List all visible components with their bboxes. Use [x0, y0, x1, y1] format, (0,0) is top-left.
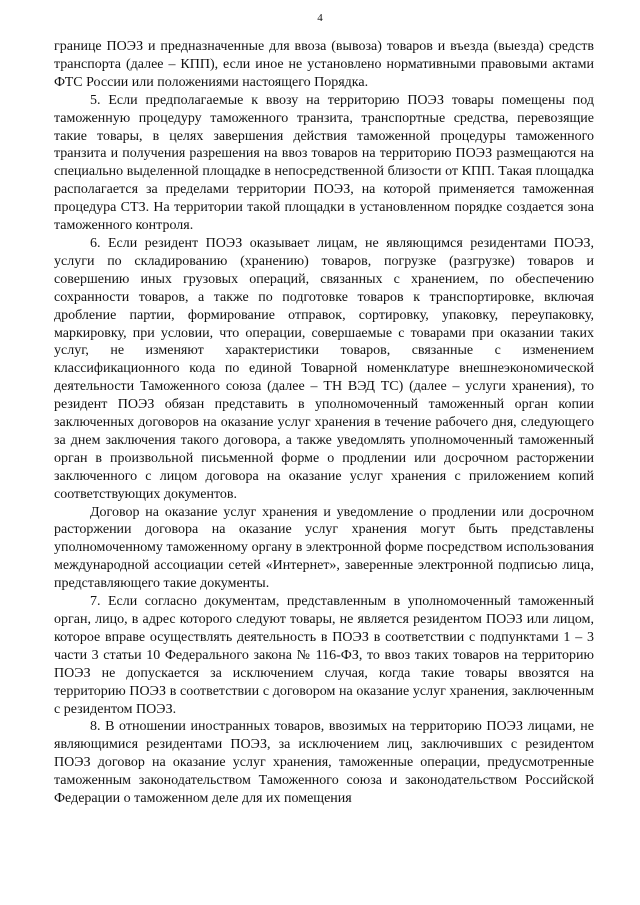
paragraph-item-5: 5. Если предполагаемые к ввозу на территорию ПОЭЗ товары помещены под таможенную процедуру таможенного транзита, транспортные средства, перевозящие такие товары, в целях завершения действия таможенной процедуры таможенного транзита и получения разрешения на ввоз товаров на территорию ПОЭЗ размещаются на специально выделенной площадке в непосредственной близости от КПП. Такая площадка располагается за пределами территории ПОЭЗ, на которой применяется таможенная процедура СТЗ. На территории такой площадки в установленном порядке создается зона таможенного контроля.	[54, 92, 594, 234]
paragraph-item-8: 8. В отношении иностранных товаров, ввозимых на территорию ПОЭЗ лицами, не являющимися резидентами ПОЭЗ, за исключением лиц, заключивших с резидентом ПОЭЗ договор на оказание услуг хранения, таможенные операции, предусмотренные таможенным законодательством Таможенного союза и законодательством Российской Федерации о таможенном деле для их помещения	[54, 719, 594, 807]
paragraph-item-6: 6. Если резидент ПОЭЗ оказывает лицам, не являющимся резидентами ПОЭЗ, услуги по складированию (хранению) товаров, погрузке (разгрузке) товаров и совершению иных грузовых операций, связанных с хранением, по обеспечению сохранности товаров, а также по подготовке товаров к транспортировке, включая дробление партии, формирование отправок, сортировку, упаковку, переупаковку, маркировку, при условии, что операции, совершаемые с товарами при оказании таких услуг, не изменяют характеристики товаров, связанные с изменением классификационного кода по единой Товарной номенклатуре внешнеэкономической деятельности Таможенного союза (далее – ТН ВЭД ТС) (далее – услуги хранения), то резидент ПОЭЗ обязан представить в уполномоченный таможенный орган копии заключенных договоров на оказание услуг хранения в течение рабочего дня, следующего за днем заключения такого договора, а также уведомлять уполномоченный таможенный орган в произвольной письменной форме о продлении или досрочном расторжении заключенного с лицом договора на оказание услуг хранения с приложением копий соответствующих документов.	[54, 235, 594, 502]
document-body	[54, 38, 594, 808]
paragraph-item-6-contract: Договор на оказание услуг хранения и уведомление о продлении или досрочном расторжении договора на оказание услуг хранения могут быть представлены уполномоченному таможенному органу в электронной форме посредством использования международной ассоциации сетей «Интернет», заверенные электронной подписью лица, представляющего такие документы.	[54, 504, 594, 592]
paragraph-item-7: 7. Если согласно документам, представленным в уполномоченный таможенный орган, лицо, в адрес которого следуют товары, не является резидентом ПОЭЗ или лицом, которое вправе осуществлять деятельность в ПОЭЗ в соответствии с подпунктами 1 – 3 части 3 статьи 10 Федерального закона № 116-ФЗ, то ввоз таких товаров на территорию ПОЭЗ не допускается за исключением случая, когда такие товары ввозятся на территорию ПОЭЗ в соответствии с договором на оказание услуг хранения, заключенным с резидентом ПОЭЗ.	[54, 594, 594, 717]
page-number: 4	[317, 12, 323, 24]
paragraph-continuation: границе ПОЭЗ и предназначенные для ввоза (вывоза) товаров и въезда (выезда) средств транспорта (далее – КПП), если иное не установлено нормативными правовыми актами ФТС России или положениями настоящего Порядка.	[54, 39, 594, 90]
